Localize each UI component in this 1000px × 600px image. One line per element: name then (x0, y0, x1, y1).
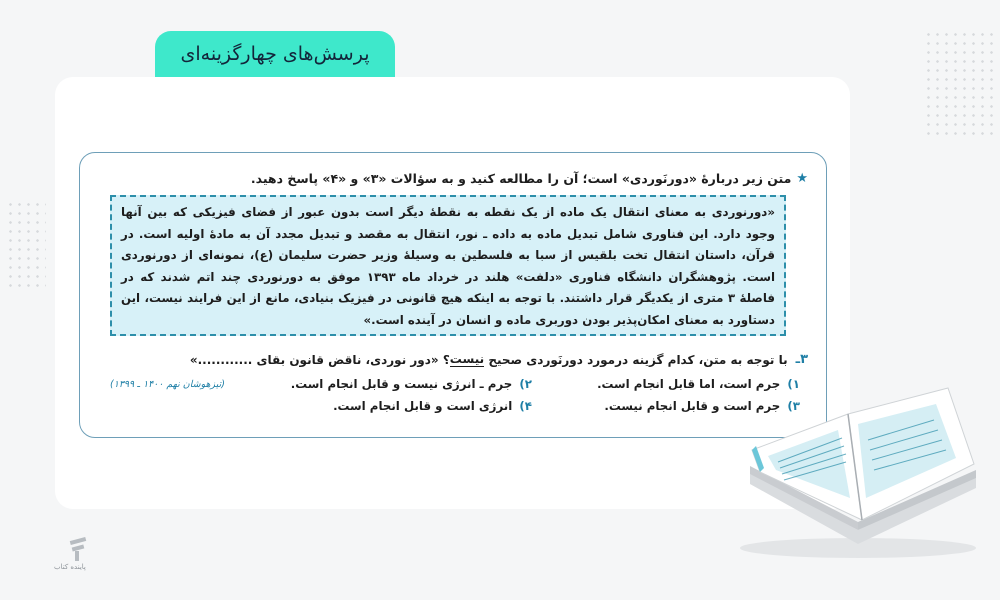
passage-intro (251, 171, 808, 186)
question-box (79, 152, 827, 438)
question-stem (190, 352, 808, 367)
option-number: ۲) (519, 377, 532, 391)
passage-text: «دورنوردی به معنای انتقال یک ماده از یک نقطه به نقطهٔ دیگر است بدون عبور از فضای فیزیکی که بین آنها وجود دارد. این فناوری شامل تبدیل ماده به داده ـ نور، انتقال به مقصد و تبدیل مجدد آن به مادهٔ اولیه است. در قرآن، داستان انتقال تخت بلقیس از سبا به فلسطین به وسیلهٔ وزیر حضرت سلیمان (ع)، نمونه‌ای از دورنوردی است. پژوهشگران دانشگاه فناوری «دلفت» هلند در خرداد ماه ۱۳۹۳ موفق به دورنوردی چند اتم شدند که در فاصلهٔ ۳ متری از یکدیگر قرار داشتند. با توجه به اینکه هیچ قانونی در فیزیک بنیادی، مانع از این فرایند نیست، این دستاورد به معنای امکان‌پذیر بودن دوربری ماده و انسان در آینده است.» (110, 195, 786, 336)
option-number: ۱) (787, 377, 800, 391)
option-text: جرم ـ انرژی نیست و قابل انجام است. (290, 377, 513, 391)
option-text: جرم است و قابل انجام نیست. (604, 399, 781, 413)
brand-name: پاینده کتاب (54, 563, 86, 571)
option-2[interactable] (291, 377, 532, 391)
question-text-after: ؟ «دور نوردی، ناقض قانون بقای ............» (189, 352, 450, 367)
option-4[interactable] (333, 399, 532, 413)
option-number: ۴) (519, 399, 532, 413)
open-book-illustration (738, 380, 988, 560)
intro-text: متن زیر دربارهٔ «دورنَوردی» است؛ آن را مطالعه کنید و به سؤالات «۳» و «۴» پاسخ دهید. (250, 171, 792, 186)
dot-pattern-decoration (924, 30, 994, 140)
section-title: پرسش‌های چهارگزینه‌ای (155, 31, 395, 77)
star-icon: ★ (796, 171, 808, 186)
option-text: جرم است، اما قابل انجام است. (597, 377, 781, 391)
option-number: ۳) (787, 399, 800, 413)
question-text-underlined: نیست (449, 352, 485, 366)
question-source: (تیزهوشان نهم ۱۴۰۰ ـ ۱۳۹۹) (110, 379, 225, 390)
question-number: ۳ـ (795, 352, 808, 367)
question-text-before: با توجه به متن، کدام گزینه درمورد دورنَوردی صحیح (488, 352, 788, 367)
dot-pattern-decoration (6, 200, 46, 290)
option-text: انرژی است و قابل انجام است. (333, 399, 513, 413)
